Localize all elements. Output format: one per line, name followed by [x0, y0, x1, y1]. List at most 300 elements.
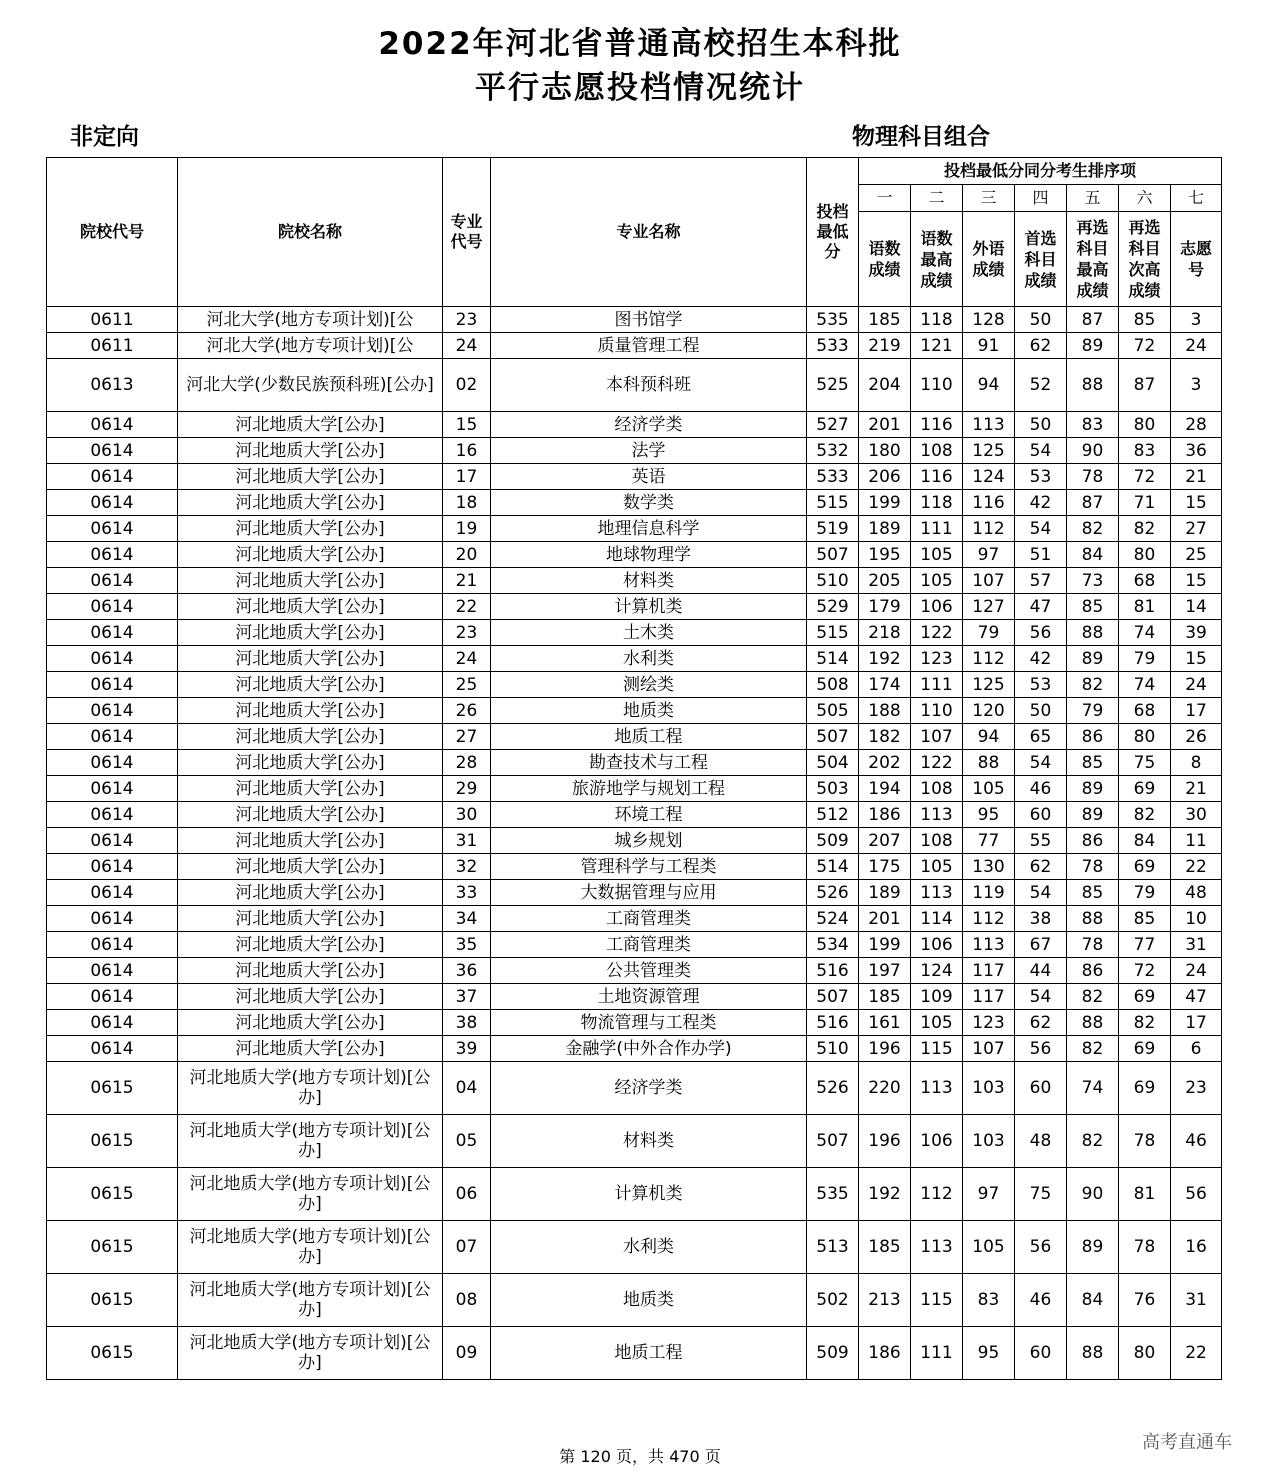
table-cell: 516	[807, 1010, 859, 1036]
table-cell: 84	[1119, 828, 1171, 854]
table-cell: 81	[1119, 594, 1171, 620]
table-cell: 河北地质大学[公办]	[178, 620, 443, 646]
table-cell: 公共管理类	[491, 958, 807, 984]
table-cell: 57	[1015, 568, 1067, 594]
table-cell: 82	[1067, 516, 1119, 542]
table-row	[47, 594, 1222, 620]
table-cell: 88	[1067, 359, 1119, 412]
table-cell: 11	[1171, 828, 1222, 854]
table-cell: 河北地质大学[公办]	[178, 646, 443, 672]
table-cell: 0614	[47, 542, 178, 568]
table-cell: 河北地质大学[公办]	[178, 958, 443, 984]
table-cell: 65	[1015, 724, 1067, 750]
table-cell: 21	[443, 568, 491, 594]
table-cell: 24	[1171, 333, 1222, 359]
table-cell: 河北地质大学[公办]	[178, 672, 443, 698]
table-cell: 67	[1015, 932, 1067, 958]
table-cell: 113	[911, 1062, 963, 1115]
table-cell: 37	[443, 984, 491, 1010]
table-cell: 89	[1067, 802, 1119, 828]
table-cell: 0614	[47, 906, 178, 932]
table-cell: 79	[1119, 880, 1171, 906]
table-cell: 502	[807, 1274, 859, 1327]
table-cell: 22	[443, 594, 491, 620]
table-cell: 68	[1119, 698, 1171, 724]
table-cell: 527	[807, 412, 859, 438]
table-cell: 0614	[47, 750, 178, 776]
table-cell: 62	[1015, 333, 1067, 359]
table-cell: 6	[1171, 1036, 1222, 1062]
table-cell: 68	[1119, 568, 1171, 594]
table-cell: 22	[1171, 854, 1222, 880]
table-cell: 117	[963, 984, 1015, 1010]
table-cell: 123	[963, 1010, 1015, 1036]
table-cell: 512	[807, 802, 859, 828]
table-cell: 83	[963, 1274, 1015, 1327]
table-cell: 0614	[47, 802, 178, 828]
table-cell: 75	[1119, 750, 1171, 776]
table-cell: 77	[1119, 932, 1171, 958]
table-cell: 505	[807, 698, 859, 724]
rank-num: 七	[1171, 185, 1222, 212]
table-cell: 87	[1119, 359, 1171, 412]
table-cell: 513	[807, 1221, 859, 1274]
table-cell: 0615	[47, 1168, 178, 1221]
table-cell: 73	[1067, 568, 1119, 594]
rank-label: 首选科目成绩	[1015, 212, 1067, 307]
table-cell: 0614	[47, 854, 178, 880]
table-row	[47, 854, 1222, 880]
table-cell: 60	[1015, 1327, 1067, 1380]
table-cell: 194	[859, 776, 911, 802]
table-cell: 116	[963, 490, 1015, 516]
table-cell: 3	[1171, 307, 1222, 333]
table-cell: 130	[963, 854, 1015, 880]
table-cell: 河北地质大学[公办]	[178, 802, 443, 828]
table-cell: 17	[1171, 1010, 1222, 1036]
table-cell: 124	[963, 464, 1015, 490]
table-row	[47, 359, 1222, 412]
table-cell: 192	[859, 646, 911, 672]
table-cell: 123	[911, 646, 963, 672]
table-cell: 23	[1171, 1062, 1222, 1115]
table-cell: 533	[807, 464, 859, 490]
table-cell: 118	[911, 307, 963, 333]
table-cell: 36	[443, 958, 491, 984]
table-cell: 82	[1067, 1036, 1119, 1062]
table-cell: 110	[911, 359, 963, 412]
table-cell: 土木类	[491, 620, 807, 646]
table-cell: 0614	[47, 594, 178, 620]
table-row	[47, 1168, 1222, 1221]
table-cell: 质量管理工程	[491, 333, 807, 359]
table-cell: 95	[963, 1327, 1015, 1380]
table-cell: 54	[1015, 438, 1067, 464]
table-cell: 90	[1067, 438, 1119, 464]
table-row	[47, 802, 1222, 828]
table-cell: 508	[807, 672, 859, 698]
table-cell: 69	[1119, 1036, 1171, 1062]
table-cell: 112	[963, 646, 1015, 672]
table-cell: 78	[1067, 932, 1119, 958]
table-cell: 80	[1119, 724, 1171, 750]
table-cell: 河北大学(少数民族预科班)[公办]	[178, 359, 443, 412]
page-footer: 第 120 页，共 470 页	[559, 1447, 721, 1466]
subject-combination-label: 物理科目组合	[852, 124, 990, 150]
table-row	[47, 828, 1222, 854]
table-cell: 勘查技术与工程	[491, 750, 807, 776]
table-row	[47, 412, 1222, 438]
table-cell: 50	[1015, 412, 1067, 438]
table-cell: 24	[443, 646, 491, 672]
rank-label: 志愿号	[1171, 212, 1222, 307]
table-cell: 85	[1067, 750, 1119, 776]
table-cell: 69	[1119, 984, 1171, 1010]
table-cell: 72	[1119, 958, 1171, 984]
page-title: 2022年河北省普通高校招生本科批	[378, 26, 902, 62]
table-cell: 105	[911, 542, 963, 568]
table-cell: 15	[1171, 568, 1222, 594]
table-cell: 105	[963, 776, 1015, 802]
table-row	[47, 333, 1222, 359]
table-row	[47, 1010, 1222, 1036]
table-cell: 河北地质大学[公办]	[178, 984, 443, 1010]
table-cell: 25	[443, 672, 491, 698]
table-cell: 38	[443, 1010, 491, 1036]
table-cell: 河北地质大学[公办]	[178, 1036, 443, 1062]
table-cell: 0615	[47, 1115, 178, 1168]
table-cell: 78	[1119, 1115, 1171, 1168]
table-cell: 36	[1171, 438, 1222, 464]
table-cell: 82	[1067, 984, 1119, 1010]
table-cell: 71	[1119, 490, 1171, 516]
table-cell: 26	[443, 698, 491, 724]
table-cell: 23	[443, 620, 491, 646]
table-cell: 182	[859, 724, 911, 750]
table-cell: 516	[807, 958, 859, 984]
table-cell: 89	[1067, 646, 1119, 672]
table-cell: 33	[443, 880, 491, 906]
table-cell: 0614	[47, 932, 178, 958]
table-cell: 地质工程	[491, 1327, 807, 1380]
table-cell: 113	[963, 932, 1015, 958]
table-cell: 计算机类	[491, 1168, 807, 1221]
table-cell: 22	[1171, 1327, 1222, 1380]
table-cell: 经济学类	[491, 412, 807, 438]
table-cell: 48	[1171, 880, 1222, 906]
table-cell: 河北地质大学[公办]	[178, 828, 443, 854]
table-cell: 83	[1067, 412, 1119, 438]
table-cell: 0614	[47, 464, 178, 490]
table-cell: 112	[963, 516, 1015, 542]
table-cell: 0614	[47, 724, 178, 750]
table-cell: 54	[1015, 750, 1067, 776]
table-cell: 205	[859, 568, 911, 594]
table-cell: 测绘类	[491, 672, 807, 698]
table-row	[47, 906, 1222, 932]
table-cell: 河北大学(地方专项计划)[公	[178, 333, 443, 359]
table-cell: 88	[1067, 906, 1119, 932]
table-cell: 金融学(中外合作办学)	[491, 1036, 807, 1062]
rank-label: 再选科目最高成绩	[1067, 212, 1119, 307]
table-cell: 0614	[47, 958, 178, 984]
table-cell: 24	[1171, 672, 1222, 698]
table-cell: 106	[911, 1115, 963, 1168]
table-cell: 186	[859, 802, 911, 828]
table-cell: 物流管理与工程类	[491, 1010, 807, 1036]
table-cell: 42	[1015, 490, 1067, 516]
table-cell: 53	[1015, 672, 1067, 698]
rank-num: 四	[1015, 185, 1067, 212]
table-cell: 77	[963, 828, 1015, 854]
table-cell: 107	[963, 568, 1015, 594]
table-cell: 0614	[47, 620, 178, 646]
table-cell: 507	[807, 542, 859, 568]
table-row	[47, 1221, 1222, 1274]
table-cell: 219	[859, 333, 911, 359]
table-cell: 河北地质大学(地方专项计划)[公办]	[178, 1115, 443, 1168]
table-cell: 185	[859, 984, 911, 1010]
table-row	[47, 724, 1222, 750]
table-cell: 62	[1015, 854, 1067, 880]
table-cell: 504	[807, 750, 859, 776]
table-cell: 河北地质大学[公办]	[178, 594, 443, 620]
table-row	[47, 646, 1222, 672]
table-cell: 0614	[47, 646, 178, 672]
table-cell: 107	[963, 1036, 1015, 1062]
table-cell: 108	[911, 438, 963, 464]
table-cell: 河北地质大学[公办]	[178, 854, 443, 880]
table-cell: 54	[1015, 984, 1067, 1010]
table-cell: 51	[1015, 542, 1067, 568]
table-cell: 161	[859, 1010, 911, 1036]
rank-num: 五	[1067, 185, 1119, 212]
table-cell: 城乡规划	[491, 828, 807, 854]
table-cell: 186	[859, 1327, 911, 1380]
table-row	[47, 307, 1222, 333]
table-cell: 材料类	[491, 568, 807, 594]
table-cell: 535	[807, 307, 859, 333]
table-cell: 管理科学与工程类	[491, 854, 807, 880]
table-cell: 116	[911, 464, 963, 490]
table-cell: 510	[807, 1036, 859, 1062]
table-cell: 202	[859, 750, 911, 776]
table-cell: 02	[443, 359, 491, 412]
table-cell: 95	[963, 802, 1015, 828]
table-cell: 62	[1015, 1010, 1067, 1036]
table-cell: 74	[1067, 1062, 1119, 1115]
header-school-code: 院校代号	[47, 158, 178, 307]
table-cell: 河北地质大学[公办]	[178, 568, 443, 594]
table-cell: 地球物理学	[491, 542, 807, 568]
header-major-code: 专业代号	[443, 158, 491, 307]
table-cell: 85	[1119, 307, 1171, 333]
table-cell: 土地资源管理	[491, 984, 807, 1010]
table-cell: 204	[859, 359, 911, 412]
table-cell: 87	[1067, 307, 1119, 333]
table-cell: 195	[859, 542, 911, 568]
table-cell: 39	[443, 1036, 491, 1062]
table-cell: 53	[1015, 464, 1067, 490]
table-cell: 17	[443, 464, 491, 490]
table-cell: 218	[859, 620, 911, 646]
rank-label: 语数最高成绩	[911, 212, 963, 307]
table-cell: 118	[911, 490, 963, 516]
table-cell: 56	[1015, 1036, 1067, 1062]
table-cell: 114	[911, 906, 963, 932]
table-cell: 31	[1171, 1274, 1222, 1327]
table-cell: 74	[1119, 672, 1171, 698]
table-cell: 60	[1015, 802, 1067, 828]
table-cell: 110	[911, 698, 963, 724]
table-cell: 图书馆学	[491, 307, 807, 333]
table-cell: 水利类	[491, 646, 807, 672]
table-cell: 503	[807, 776, 859, 802]
table-cell: 97	[963, 1168, 1015, 1221]
table-cell: 86	[1067, 724, 1119, 750]
header-school-name: 院校名称	[178, 158, 443, 307]
table-cell: 河北地质大学[公办]	[178, 516, 443, 542]
table-cell: 69	[1119, 776, 1171, 802]
table-cell: 86	[1067, 828, 1119, 854]
table-cell: 526	[807, 880, 859, 906]
table-cell: 15	[1171, 646, 1222, 672]
table-cell: 24	[1171, 958, 1222, 984]
table-cell: 509	[807, 828, 859, 854]
table-cell: 工商管理类	[491, 932, 807, 958]
table-cell: 28	[1171, 412, 1222, 438]
table-cell: 0614	[47, 568, 178, 594]
table-cell: 地质类	[491, 1274, 807, 1327]
table-cell: 524	[807, 906, 859, 932]
table-cell: 189	[859, 880, 911, 906]
table-cell: 0614	[47, 1010, 178, 1036]
table-cell: 数学类	[491, 490, 807, 516]
table-cell: 56	[1015, 620, 1067, 646]
table-cell: 32	[443, 854, 491, 880]
table-cell: 56	[1171, 1168, 1222, 1221]
table-cell: 52	[1015, 359, 1067, 412]
table-cell: 19	[443, 516, 491, 542]
table-row	[47, 932, 1222, 958]
table-cell: 河北地质大学[公办]	[178, 542, 443, 568]
table-cell: 174	[859, 672, 911, 698]
table-cell: 111	[911, 516, 963, 542]
table-cell: 河北地质大学(地方专项计划)[公办]	[178, 1221, 443, 1274]
admission-table	[46, 157, 1222, 1380]
table-cell: 河北地质大学[公办]	[178, 724, 443, 750]
table-cell: 112	[963, 906, 1015, 932]
table-cell: 38	[1015, 906, 1067, 932]
table-cell: 0614	[47, 672, 178, 698]
table-cell: 河北地质大学[公办]	[178, 932, 443, 958]
table-cell: 0614	[47, 516, 178, 542]
header-major-name: 专业名称	[491, 158, 807, 307]
table-cell: 526	[807, 1062, 859, 1115]
table-cell: 60	[1015, 1062, 1067, 1115]
table-cell: 509	[807, 1327, 859, 1380]
table-cell: 21	[1171, 776, 1222, 802]
table-cell: 50	[1015, 307, 1067, 333]
table-cell: 525	[807, 359, 859, 412]
table-cell: 105	[911, 1010, 963, 1036]
table-row	[47, 464, 1222, 490]
table-cell: 125	[963, 672, 1015, 698]
table-cell: 42	[1015, 646, 1067, 672]
table-cell: 78	[1067, 854, 1119, 880]
table-cell: 519	[807, 516, 859, 542]
table-row	[47, 776, 1222, 802]
table-cell: 113	[911, 802, 963, 828]
table-cell: 111	[911, 1327, 963, 1380]
table-row	[47, 1327, 1222, 1380]
table-cell: 河北地质大学[公办]	[178, 412, 443, 438]
table-cell: 80	[1119, 1327, 1171, 1380]
table-cell: 0614	[47, 412, 178, 438]
rank-label: 再选科目次高成绩	[1119, 212, 1171, 307]
table-cell: 94	[963, 359, 1015, 412]
table-cell: 103	[963, 1062, 1015, 1115]
table-cell: 河北地质大学[公办]	[178, 906, 443, 932]
table-cell: 117	[963, 958, 1015, 984]
table-cell: 24	[443, 333, 491, 359]
table-cell: 经济学类	[491, 1062, 807, 1115]
table-cell: 175	[859, 854, 911, 880]
rank-label: 外语成绩	[963, 212, 1015, 307]
table-cell: 14	[1171, 594, 1222, 620]
table-cell: 54	[1015, 516, 1067, 542]
table-row	[47, 1115, 1222, 1168]
rank-label: 语数成绩	[859, 212, 911, 307]
table-cell: 83	[1119, 438, 1171, 464]
table-cell: 河北地质大学(地方专项计划)[公办]	[178, 1168, 443, 1221]
table-row	[47, 672, 1222, 698]
table-cell: 74	[1119, 620, 1171, 646]
table-cell: 122	[911, 620, 963, 646]
table-cell: 89	[1067, 333, 1119, 359]
table-cell: 0614	[47, 828, 178, 854]
table-cell: 18	[443, 490, 491, 516]
table-cell: 113	[911, 1221, 963, 1274]
table-cell: 47	[1171, 984, 1222, 1010]
table-cell: 0615	[47, 1274, 178, 1327]
table-cell: 0614	[47, 438, 178, 464]
table-cell: 17	[1171, 698, 1222, 724]
rank-num: 六	[1119, 185, 1171, 212]
table-cell: 30	[1171, 802, 1222, 828]
table-cell: 48	[1015, 1115, 1067, 1168]
table-cell: 29	[443, 776, 491, 802]
table-cell: 材料类	[491, 1115, 807, 1168]
table-cell: 125	[963, 438, 1015, 464]
table-cell: 地理信息科学	[491, 516, 807, 542]
table-cell: 106	[911, 594, 963, 620]
table-cell: 0614	[47, 698, 178, 724]
table-cell: 46	[1171, 1115, 1222, 1168]
table-cell: 0615	[47, 1221, 178, 1274]
table-cell: 55	[1015, 828, 1067, 854]
table-cell: 05	[443, 1115, 491, 1168]
table-cell: 84	[1067, 1274, 1119, 1327]
page-subtitle: 平行志愿投档情况统计	[475, 70, 805, 106]
table-cell: 69	[1119, 854, 1171, 880]
table-cell: 88	[1067, 1010, 1119, 1036]
table-cell: 英语	[491, 464, 807, 490]
table-cell: 82	[1119, 802, 1171, 828]
table-cell: 31	[443, 828, 491, 854]
table-cell: 189	[859, 516, 911, 542]
table-cell: 188	[859, 698, 911, 724]
